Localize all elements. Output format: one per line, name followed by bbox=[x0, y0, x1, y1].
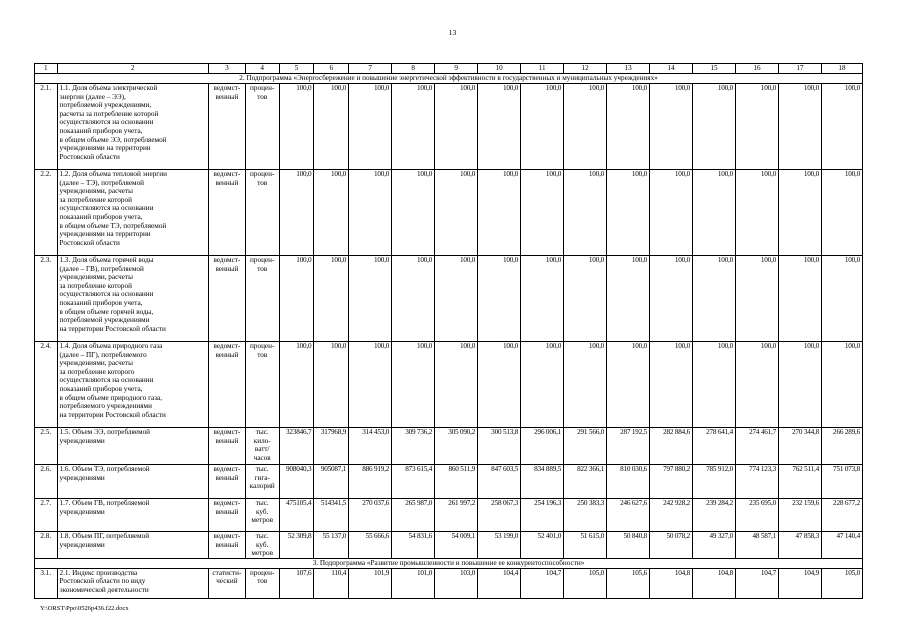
value-cell: 110,4 bbox=[314, 568, 349, 598]
table-row bbox=[35, 256, 863, 342]
unit-of-measure: процен- тов bbox=[245, 568, 279, 598]
row-number: 2.4. bbox=[35, 342, 58, 428]
value-cell: 55 666,6 bbox=[349, 532, 392, 559]
column-number: 13 bbox=[607, 64, 650, 74]
file-path-footer: Y:\ORST\Ppo\0526p436.f22.docx bbox=[40, 605, 129, 612]
table-row bbox=[35, 342, 863, 428]
indicator-name: 1.3. Доля объема горячей воды (далее – ГВ), потребляемой учреждениями, расчеты за потребление которой осуществляются на основании показаний приборов учета, в общем объеме горячей воды, потребляемой учреждениями на территории Ростовской области bbox=[57, 256, 208, 342]
value-cell: 48 587,1 bbox=[736, 532, 779, 559]
value-cell: 242 928,2 bbox=[650, 499, 693, 532]
value-cell: 100,0 bbox=[392, 256, 435, 342]
section-2-heading-row bbox=[35, 74, 863, 84]
unit-of-measure: тыс. куб. метров bbox=[245, 499, 279, 532]
column-number: 5 bbox=[279, 64, 314, 74]
value-cell: 254 196,3 bbox=[521, 499, 564, 532]
row-number: 2.3. bbox=[35, 256, 58, 342]
value-cell: 475105,4 bbox=[279, 499, 314, 532]
value-cell: 104,9 bbox=[779, 568, 822, 598]
value-cell: 100,0 bbox=[279, 84, 314, 170]
table-row bbox=[35, 465, 863, 499]
column-number: 18 bbox=[822, 64, 863, 74]
value-cell: 100,0 bbox=[349, 170, 392, 256]
value-cell: 100,0 bbox=[314, 84, 349, 170]
value-cell: 100,0 bbox=[779, 256, 822, 342]
row-number: 2.6. bbox=[35, 465, 58, 499]
value-cell: 860 511,9 bbox=[435, 465, 478, 499]
value-cell: 278 641,4 bbox=[693, 428, 736, 465]
value-cell: 47 140,4 bbox=[822, 532, 863, 559]
value-cell: 270 344,8 bbox=[779, 428, 822, 465]
value-cell: 100,0 bbox=[392, 170, 435, 256]
value-cell: 53 199,0 bbox=[478, 532, 521, 559]
value-cell: 100,0 bbox=[822, 84, 863, 170]
row-number: 2.1. bbox=[35, 84, 58, 170]
value-cell: 101,9 bbox=[349, 568, 392, 598]
value-cell: 100,0 bbox=[279, 342, 314, 428]
value-cell: 100,0 bbox=[736, 84, 779, 170]
unit-of-measure: процен- тов bbox=[245, 170, 279, 256]
column-number: 16 bbox=[736, 64, 779, 74]
value-cell: 239 284,2 bbox=[693, 499, 736, 532]
column-number: 9 bbox=[435, 64, 478, 74]
value-cell: 100,0 bbox=[736, 342, 779, 428]
value-cell: 49 327,0 bbox=[693, 532, 736, 559]
value-cell: 54 009,1 bbox=[435, 532, 478, 559]
value-cell: 50 078,2 bbox=[650, 532, 693, 559]
value-cell: 100,0 bbox=[736, 256, 779, 342]
table-row bbox=[35, 568, 863, 598]
value-cell: 100,0 bbox=[435, 342, 478, 428]
value-cell: 774 123,3 bbox=[736, 465, 779, 499]
value-cell: 100,0 bbox=[314, 170, 349, 256]
value-cell: 107,6 bbox=[279, 568, 314, 598]
value-cell: 314 453,0 bbox=[349, 428, 392, 465]
column-number: 6 bbox=[314, 64, 349, 74]
value-cell: 309 736,2 bbox=[392, 428, 435, 465]
value-cell: 100,0 bbox=[349, 84, 392, 170]
value-cell: 250 383,3 bbox=[564, 499, 607, 532]
value-cell: 100,0 bbox=[435, 256, 478, 342]
value-cell: 101,0 bbox=[392, 568, 435, 598]
unit-of-measure: процен- тов bbox=[245, 84, 279, 170]
column-number: 14 bbox=[650, 64, 693, 74]
value-cell: 282 884,6 bbox=[650, 428, 693, 465]
value-cell: 834 889,5 bbox=[521, 465, 564, 499]
indicators-table bbox=[34, 63, 863, 599]
column-number: 11 bbox=[521, 64, 564, 74]
value-cell: 235 695,0 bbox=[736, 499, 779, 532]
column-number-row bbox=[35, 64, 863, 74]
value-cell: 100,0 bbox=[521, 170, 564, 256]
value-cell: 274 461,7 bbox=[736, 428, 779, 465]
value-cell: 100,0 bbox=[650, 84, 693, 170]
indicator-name: 2.1. Индекс производства Ростовской области по виду экономической деятельности bbox=[57, 568, 208, 598]
value-cell: 100,0 bbox=[736, 170, 779, 256]
value-cell: 100,0 bbox=[521, 84, 564, 170]
value-cell: 100,0 bbox=[650, 256, 693, 342]
value-cell: 100,0 bbox=[607, 84, 650, 170]
column-number: 17 bbox=[779, 64, 822, 74]
data-source: ведомст- венный bbox=[208, 170, 245, 256]
value-cell: 296 006,1 bbox=[521, 428, 564, 465]
value-cell: 246 627,6 bbox=[607, 499, 650, 532]
value-cell: 100,0 bbox=[279, 170, 314, 256]
value-cell: 103,0 bbox=[435, 568, 478, 598]
data-source: ведомст- венный bbox=[208, 465, 245, 499]
value-cell: 100,0 bbox=[693, 84, 736, 170]
value-cell: 291 566,0 bbox=[564, 428, 607, 465]
value-cell: 100,0 bbox=[779, 170, 822, 256]
value-cell: 317968,9 bbox=[314, 428, 349, 465]
value-cell: 105,6 bbox=[607, 568, 650, 598]
row-number: 2.7. bbox=[35, 499, 58, 532]
table-row bbox=[35, 428, 863, 465]
value-cell: 54 831,6 bbox=[392, 532, 435, 559]
value-cell: 100,0 bbox=[564, 170, 607, 256]
table-row bbox=[35, 499, 863, 532]
section-3-heading-row bbox=[35, 558, 863, 568]
column-number: 7 bbox=[349, 64, 392, 74]
value-cell: 52 401,0 bbox=[521, 532, 564, 559]
value-cell: 100,0 bbox=[279, 256, 314, 342]
value-cell: 105,0 bbox=[564, 568, 607, 598]
value-cell: 104,7 bbox=[736, 568, 779, 598]
page-number: 13 bbox=[448, 28, 457, 37]
value-cell: 100,0 bbox=[693, 256, 736, 342]
value-cell: 232 159,6 bbox=[779, 499, 822, 532]
value-cell: 323846,7 bbox=[279, 428, 314, 465]
value-cell: 100,0 bbox=[349, 342, 392, 428]
value-cell: 50 840,8 bbox=[607, 532, 650, 559]
indicator-name: 1.4. Доля объема природного газа (далее – ПГ), потребляемого учреждениями, расчеты за потребление которого осуществляются на основании показаний приборов учета, в общем объеме природного газа, потребляемого учреждениями на территории Ростовской области bbox=[57, 342, 208, 428]
unit-of-measure: тыс. кило- ватт/ часов bbox=[245, 428, 279, 465]
value-cell: 100,0 bbox=[564, 342, 607, 428]
value-cell: 514341,5 bbox=[314, 499, 349, 532]
value-cell: 300 513,8 bbox=[478, 428, 521, 465]
data-source: ведомст- венный bbox=[208, 532, 245, 559]
data-source: ведомст- венный bbox=[208, 84, 245, 170]
column-number: 8 bbox=[392, 64, 435, 74]
value-cell: 100,0 bbox=[435, 170, 478, 256]
value-cell: 100,0 bbox=[478, 256, 521, 342]
data-source: статисти- ческий bbox=[208, 568, 245, 598]
value-cell: 287 192,5 bbox=[607, 428, 650, 465]
value-cell: 265 987,0 bbox=[392, 499, 435, 532]
value-cell: 270 037,6 bbox=[349, 499, 392, 532]
data-source: ведомст- венный bbox=[208, 499, 245, 532]
value-cell: 104,8 bbox=[650, 568, 693, 598]
value-cell: 100,0 bbox=[779, 342, 822, 428]
value-cell: 100,0 bbox=[822, 342, 863, 428]
indicator-name: 1.5. Объем ЭЭ, потребляемой учреждениями bbox=[57, 428, 208, 465]
indicator-name: 1.2. Доля объема тепловой энергии (далее – ТЭ), потребляемой учреждениями, расчеты за потребление которой осуществляются на основании показаний приборов учета, в общем объеме ТЭ, потребляемой учреждениями на территории Ростовской области bbox=[57, 170, 208, 256]
value-cell: 52 309,8 bbox=[279, 532, 314, 559]
section-3-heading: 3. Подпрограмма «Развитие промышленности и повышение ее конкурентоспособности» bbox=[35, 558, 863, 568]
value-cell: 886 919,2 bbox=[349, 465, 392, 499]
table-row bbox=[35, 84, 863, 170]
unit-of-measure: процен- тов bbox=[245, 256, 279, 342]
value-cell: 100,0 bbox=[693, 342, 736, 428]
value-cell: 100,0 bbox=[314, 256, 349, 342]
value-cell: 810 030,6 bbox=[607, 465, 650, 499]
value-cell: 822 366,1 bbox=[564, 465, 607, 499]
indicator-name: 1.7. Объем ГВ, потребляемой учреждениями bbox=[57, 499, 208, 532]
value-cell: 258 067,3 bbox=[478, 499, 521, 532]
value-cell: 751 073,8 bbox=[822, 465, 863, 499]
value-cell: 847 603,5 bbox=[478, 465, 521, 499]
column-number: 15 bbox=[693, 64, 736, 74]
value-cell: 100,0 bbox=[779, 84, 822, 170]
value-cell: 100,0 bbox=[607, 256, 650, 342]
table-row bbox=[35, 170, 863, 256]
indicator-name: 1.1. Доля объема электрической энергии (далее – ЭЭ), потребляемой учреждениями, расчеты за потребление которой осуществляются на основании показаний приборов учета, в общем объеме ЭЭ, потребляемой учреждениями на территории Ростовской области bbox=[57, 84, 208, 170]
value-cell: 47 858,3 bbox=[779, 532, 822, 559]
row-number: 3.1. bbox=[35, 568, 58, 598]
value-cell: 104,4 bbox=[478, 568, 521, 598]
data-source: ведомст- венный bbox=[208, 428, 245, 465]
value-cell: 100,0 bbox=[314, 342, 349, 428]
column-number: 12 bbox=[564, 64, 607, 74]
row-number: 2.2. bbox=[35, 170, 58, 256]
column-number: 2 bbox=[57, 64, 208, 74]
value-cell: 51 615,0 bbox=[564, 532, 607, 559]
value-cell: 100,0 bbox=[521, 256, 564, 342]
value-cell: 55 137,0 bbox=[314, 532, 349, 559]
column-number: 1 bbox=[35, 64, 58, 74]
value-cell: 100,0 bbox=[435, 84, 478, 170]
value-cell: 100,0 bbox=[650, 342, 693, 428]
column-number: 4 bbox=[245, 64, 279, 74]
value-cell: 105,0 bbox=[822, 568, 863, 598]
row-number: 2.8. bbox=[35, 532, 58, 559]
value-cell: 100,0 bbox=[693, 170, 736, 256]
column-number: 10 bbox=[478, 64, 521, 74]
indicator-name: 1.6. Объем ТЭ, потребляемой учреждениями bbox=[57, 465, 208, 499]
value-cell: 100,0 bbox=[392, 342, 435, 428]
value-cell: 100,0 bbox=[392, 84, 435, 170]
data-source: ведомст- венный bbox=[208, 256, 245, 342]
value-cell: 266 289,6 bbox=[822, 428, 863, 465]
value-cell: 762 511,4 bbox=[779, 465, 822, 499]
value-cell: 100,0 bbox=[564, 84, 607, 170]
value-cell: 100,0 bbox=[822, 256, 863, 342]
value-cell: 100,0 bbox=[650, 170, 693, 256]
table-row bbox=[35, 532, 863, 559]
value-cell: 905087,1 bbox=[314, 465, 349, 499]
data-source: ведомст- венный bbox=[208, 342, 245, 428]
value-cell: 785 912,0 bbox=[693, 465, 736, 499]
row-number: 2.5. bbox=[35, 428, 58, 465]
value-cell: 100,0 bbox=[349, 256, 392, 342]
value-cell: 100,0 bbox=[478, 170, 521, 256]
value-cell: 305 090,2 bbox=[435, 428, 478, 465]
unit-of-measure: тыс. куб. метров bbox=[245, 532, 279, 559]
indicator-name: 1.8. Объем ПГ, потребляемой учреждениями bbox=[57, 532, 208, 559]
value-cell: 797 880,2 bbox=[650, 465, 693, 499]
unit-of-measure: процен- тов bbox=[245, 342, 279, 428]
value-cell: 261 997,2 bbox=[435, 499, 478, 532]
value-cell: 100,0 bbox=[607, 170, 650, 256]
value-cell: 100,0 bbox=[478, 84, 521, 170]
value-cell: 873 615,4 bbox=[392, 465, 435, 499]
value-cell: 228 677,2 bbox=[822, 499, 863, 532]
value-cell: 100,0 bbox=[607, 342, 650, 428]
value-cell: 908040,3 bbox=[279, 465, 314, 499]
value-cell: 100,0 bbox=[564, 256, 607, 342]
section-2-heading: 2. Подпрограмма «Энергосбережение и повышение энергетической эффективности в государственных и муниципальных учреждениях» bbox=[35, 74, 863, 84]
value-cell: 100,0 bbox=[521, 342, 564, 428]
value-cell: 100,0 bbox=[478, 342, 521, 428]
value-cell: 100,0 bbox=[822, 170, 863, 256]
value-cell: 104,7 bbox=[521, 568, 564, 598]
unit-of-measure: тыс. гига- калорий bbox=[245, 465, 279, 499]
value-cell: 104,8 bbox=[693, 568, 736, 598]
column-number: 3 bbox=[208, 64, 245, 74]
